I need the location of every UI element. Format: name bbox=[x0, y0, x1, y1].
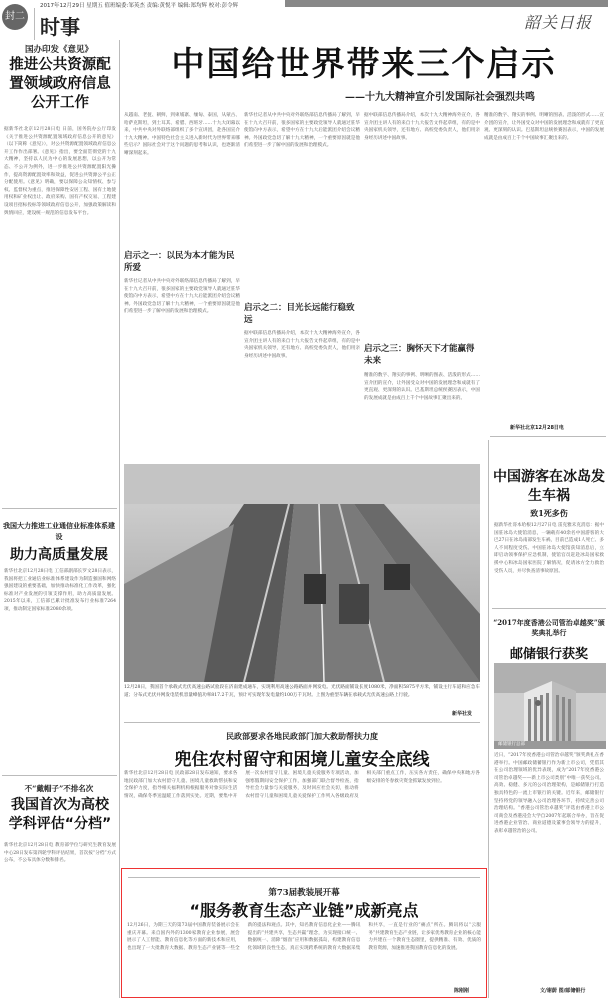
bottom-headline[interactable]: “服务教育生态产业链”成新亮点 bbox=[189, 901, 419, 920]
right2-headline[interactable]: 邮储银行获奖 bbox=[509, 647, 588, 662]
right1-body: 据新华社哥本哈根12月27日电 雷克雅未克消息：据中国驻冰岛大使馆消息，一辆载有40余名中国游客的大巴27日在冰岛南部发生车祸，目前已造成1人死亡、多人不同程度受伤。中国驻冰岛大使馆获知消息后，立即启动领事保护应急机制，使馆官员赶赴冰岛国家救援中心和冰岛国家医院了解情况，促请冰方全力救治受伤人员，并尽快查清事故原因。 bbox=[494, 523, 604, 574]
lead-credit: 新华社北京12月28日电 bbox=[510, 425, 564, 431]
left3-body: 新华社北京12月28日电 教育部学位与研究生教育发展中心28日发布第四轮学科评估结果，首次按“分档”方式公布，不公布具体分数和排名。 bbox=[4, 843, 116, 864]
highway-photo[interactable] bbox=[124, 464, 480, 682]
page-badge: 封二 bbox=[2, 4, 28, 30]
divider bbox=[128, 877, 480, 878]
left2-kicker: 我国大力推进工业通信业标准体系建设 bbox=[3, 521, 115, 541]
right2-credit: 文/谢蔚 图/邮储银行 bbox=[540, 988, 586, 994]
photo-caption: 12月28日，我国首个承载式光伏高速公路试验段在济南建成通车，实现利用高速公路路面并网发电。光伏路面铺设长度1080米，净面积5875平方米，铺设主行车道和应急车道；分布式光伏并网发电装机容量峰值功率817.2千瓦，预计可实现年发电量约100万千瓦时。上图为重型车辆在承载式光伏高速公路上行驶。 bbox=[124, 685, 480, 698]
lead-body-col2: 新华社记者从中共中央对外联络部信息传播局了解到，早在十九大召开前，很多国家的主要政党领导人就通过驻华使馆向中方表示，希望中方在十九大后能派团介绍会议精神。外国政党急切了解十九大精神，一个重要原因就是他们希望进一步了解中国的发展和治理模式。 bbox=[244, 113, 360, 149]
lead-headline[interactable]: 中国给世界带来三个启示 bbox=[171, 44, 557, 83]
mid-kicker: 民政部要求各地民政部门加大救助帮扶力度 bbox=[226, 731, 378, 741]
lead-subtitle: ——十九大精神宣介引发国际社会强烈共鸣 bbox=[345, 92, 535, 103]
right2-kicker: “2017年度香港公司管治卓越奖”颁奖典礼举行 bbox=[493, 618, 605, 637]
header-bar bbox=[285, 0, 608, 7]
divider bbox=[2, 775, 117, 776]
mid-body: 新华社北京12月28日电 民政部28日发布通知，要求各地民政部门加大农村留守儿童、困境儿童救助帮扶和安全保护力度，指导相关福利机构根据服务对象实际生活情况，确保冬季送温暖工作落到实处。近期，要集中开展一次农村留守儿童、困境儿童关爱服务专项活动，加强寒假期间安全保护工作，加强部门联合督导检查，指导社会力量参与关爱服务，及时回应社会关切，推动将农村留守儿童和困境儿童关爱保护工作列入各级政府及相关部门重点工作，压实各方责任，确保中央和地方各级安排的冬春救灾资金抓紧发放到位。 bbox=[124, 771, 480, 799]
bottom-credit: 陈刚刚 bbox=[454, 988, 470, 994]
lead-body-1: 新华社记者从中共中央对外联络部信息传播局了解到，早在十九大召开前，很多国家的主要政党领导人就通过驻华使馆向中方表示，希望中方在十九大后能派团介绍会议精神。外国政党急切了解十九大精神，一个重要原因就是他们希望进一步了解中国的发展和治理模式。 bbox=[124, 279, 240, 315]
lead-subhead-2: 启示之二：目光长远能行稳致远 bbox=[244, 303, 355, 325]
divider bbox=[2, 508, 117, 509]
left1-body: 据新华社北京12月28日电 日前，国务院办公厅印发《关于推进公共资源配置领域政府信息公开的意见》（以下简称《意见》），对公共资源配置领域政府信息公开工作作出部署。《意见》指出，要全面贯彻党的十九大精神，坚持以人民为中心的发展思想，以公开为常态、不公开为例外，进一步推进公共资源配置阳光操作，提高资源配置效率和效益，促进公共资源公平公正分配使用。《意见》明确，要以保障公众知情权、参与权、监督权为重点，推进保障性安居工程、国有土地使用权和矿业权出让、政府采购、国有产权交易、工程建设项目招标投标等领域政府信息公开，加强政策解读和舆情回应，建设统一规范的信息发布平台。 bbox=[4, 127, 116, 216]
photo-image bbox=[494, 663, 606, 749]
photo-label: 邮储银行总部 bbox=[498, 742, 525, 747]
right1-subtitle: 致1死多伤 bbox=[530, 508, 568, 518]
divider bbox=[492, 608, 606, 609]
bank-photo[interactable] bbox=[494, 663, 606, 749]
lead-subhead-3: 启示之三：胸怀天下才能赢得未来 bbox=[364, 344, 475, 366]
left1-title[interactable]: 推进公共资源配置领域政府信息公开工作 bbox=[9, 57, 111, 111]
left3-kicker: 不“戴帽子”不排名次 bbox=[24, 784, 94, 793]
photo-credit: 新华社发 bbox=[452, 711, 473, 717]
page-header bbox=[0, 0, 608, 40]
right2-body: 近日，“2017年度香港公司管治卓越奖”颁奖典礼在香港举行。中国邮政储蓄银行作为新上市公司，凭借其在公司治理领域的优异表现，成为“2017年度香港公司管治卓越奖——新上市公司类别”中唯一获奖公司。高效、稳健、多元的公司治理架构，是邮储银行打造独具特色的一流上市银行的关键。近年来，邮储银行坚持将党的领导融入公司治理各环节，持续完善公司治理结构。“香港公司管治卓越奖”评选由香港上市公司商会及香港浸会大学自2007年起联合举办，旨在促进香港企业管治、商业道德及董事会领导力的提升，表彰卓越管治的公司。 bbox=[494, 753, 604, 834]
lead-body-3: 精准的数字、翔实的事例、明晰的图表、活泼的形式……宣介团的宣介，让外国受众对中国的发展理念和成就有了更直观、更深刻的认识。巴基斯坦总统侯赛因表示，中国的发展成就是由成百上千个中国故事汇聚出来的。 bbox=[364, 373, 480, 401]
left3-title[interactable]: 我国首次为高校学科评估“分档” bbox=[8, 797, 112, 832]
divider bbox=[490, 436, 606, 437]
mid-headline[interactable]: 兜住农村留守和困境儿童安全底线 bbox=[174, 750, 430, 770]
column-divider-left bbox=[119, 40, 120, 998]
newspaper-logo: 韶关日报 bbox=[523, 13, 592, 32]
section-title: 时事 bbox=[40, 15, 80, 39]
left2-title[interactable]: 助力高质量发展 bbox=[10, 547, 108, 563]
lead-intro: 从越南、老挝、朝鲜，到柬埔寨、缅甸、泰国，从蒙古、哈萨克斯坦，到土耳其、希腊、西班牙……十九大闭幕以来，中共中央对外联络部组织了多个宣讲团，赴各国宣介十九大精神。中国特色社会主义进入新时代为世界带来哪些启示？国际社会对于这个问题的思考和认识，也逐渐清晰深刻起来。 bbox=[124, 113, 240, 156]
divider bbox=[124, 722, 480, 723]
bottom-body: 12月26日，为期三天的第73届中国教育装备展示会在重庆开幕。来自国内外的1300家教育企业参展，展会展示了人工智能、教育信息化等方面的新技术和应用，也出现了一大批教育大数据、教育生态产业链等一些全新的提法和观点。其中，知名教育信息化企业——腾讯提出的“共建共享，生态共赢”理念，为实现接口统一、数据统一、消除“烟囱”应用和数据孤岛，构建教育信息化领域的良性生态，真正实现跨系统的教育大数据采集和共享，一直是行业的“痛点”所在。腾讯将以“云服务”共建教育生态产业链，让多家优秀教育企业的核心能力共建在一个教育生态圈里，提供精准、有效、优质的教育资源，加速推进我国教育信息化的发展。 bbox=[127, 923, 481, 951]
lead-body-col3: 据中联部信息传播局介绍，本次十九大精神海外宣介，各宣介团主讲人有的来自十九大报告文件起草组，有的是中央国家机关领导，还有地方、高校党委负责人，他们用亲身经历讲述中国故事。 bbox=[364, 113, 480, 141]
lead-subhead-1: 启示之一：以民为本才能为民所爱 bbox=[124, 251, 235, 273]
column-divider-right bbox=[488, 440, 489, 998]
right1-headline[interactable]: 中国游客在冰岛发生车祸 bbox=[493, 469, 605, 504]
photo-image bbox=[124, 464, 480, 682]
left2-body: 新华社北京12月28日电 工信部副部长罗文28日表示，我国将把工业通信业标准体系建设作为制造强国和网络强国建设的重要基础，加快推动标准化工作改革，强化标准对产业发展的引领支撑作用，助力高质量发展。2015年以来，工信部已累计批准发布行业标准7264项，推动制定国家标准2080余项。 bbox=[4, 569, 116, 612]
edition-meta: 2017年12月29日 星期五 值班编委:邹英杰 责编:黄悦平 编辑:郑均辉 校对:彭令辉 bbox=[40, 3, 239, 9]
lead-body-2: 据中联部信息传播局介绍，本次十九大精神海外宣介，各宣介团主讲人有的来自十九大报告文件起草组，有的是中央国家机关领导，还有地方、高校党委负责人，他们用亲身经历讲述中国故事。 bbox=[244, 331, 360, 359]
bottom-kicker: 第73届教装展开幕 bbox=[268, 888, 340, 898]
header-divider bbox=[34, 8, 35, 40]
left1-kicker: 国办印发《意见》 bbox=[24, 45, 93, 55]
lead-body-col4: 精准的数字、翔实的事例、明晰的图表、活泼的形式……宣介团的宣介，让外国受众对中国的发展理念和成就有了更直观、更深刻的认识。巴基斯坦总统侯赛因表示，中国的发展成就是由成百上千个中国故事汇聚出来的。 bbox=[484, 113, 604, 141]
